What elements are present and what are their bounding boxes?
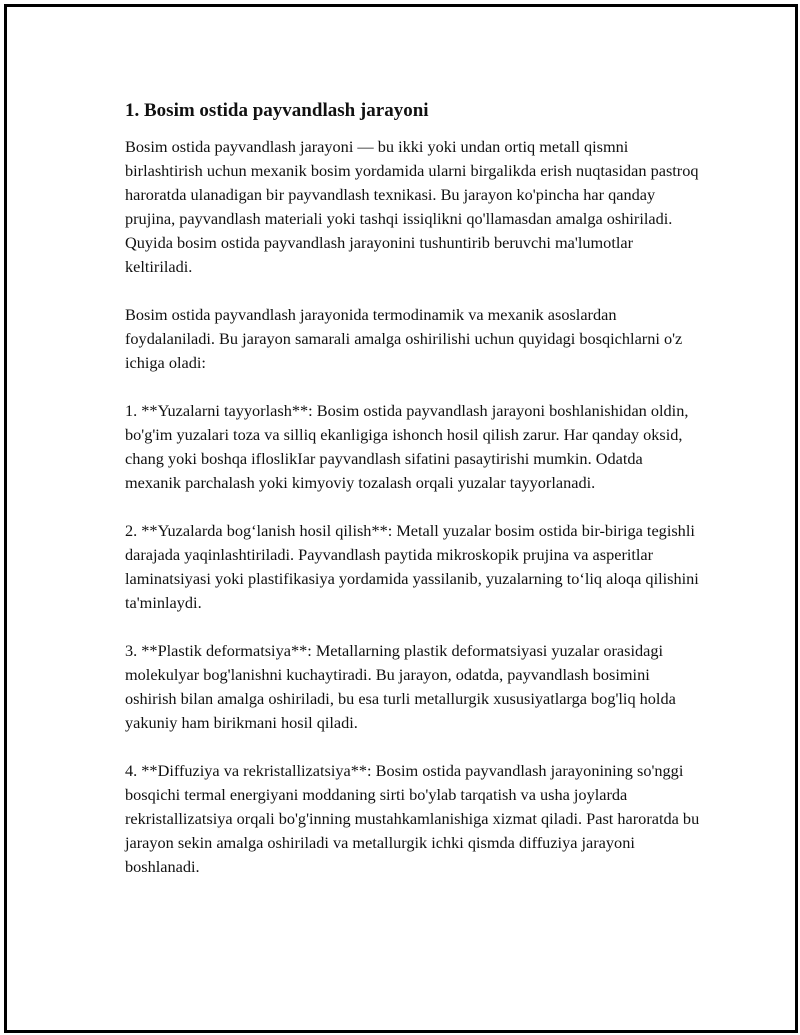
step-3-paragraph: 3. **Plastik deformatsiya**: Metallarning plastik deformatsiyasi yuzalar orasidagi molekulyar bog'lanishni kuchaytiradi. Bu jarayon, odatda, payvandlash bosimini oshirish bilan amalga oshiriladi, bu esa turli metallurgik xususiyatlarga bog'liq holda yakuniy ham birikmani hosil qiladi. xyxy=(125,641,676,732)
step-2-paragraph: 2. **Yuzalarda bog‘lanish hosil qilish**: Metall yuzalar bosim ostida bir-biriga tegishli darajada yaqinlashtiriladi. Payvandlash paytida mikroskopik prujina va asperitlar laminatsiyasi yoki plastifikasiya yordamida yassilanib, yuzalarning to‘liq aloqa qilishini ta'minlaydi. xyxy=(125,521,699,612)
document-body xyxy=(120,99,700,903)
intro-paragraph: Bosim ostida payvandlash jarayoni — bu ikki yoki undan ortiq metall qismni birlashtirish uchun mexanik bosim yordamida ularni birgalikda erish nuqtasidan pastroq haroratda ulanadigan bir payvandlash texnikasi. Bu jarayon ko'pincha har qanday prujina, payvandlash materiali yoki tashqi issiqlikni qo'llamasdan amalga oshiriladi. Quyida bosim ostida payvandlash jarayonini tushuntirib beruvchi ma'lumotlar keltiriladi. xyxy=(125,137,699,276)
step-4-paragraph: 4. **Diffuziya va rekristallizatsiya**: Bosim ostida payvandlash jarayonining so'nggi bosqichi termal energiyani moddaning sirti bo'ylab tarqatish va usha joylarda rekristallizatsiya orqali bo'g'inning mustahkamlanishiga xizmat qiladi. Past haroratda bu jarayon sekin amalga oshiriladi va metallurgik ichki qismda diffuziya jarayoni boshlanadi. xyxy=(125,761,700,876)
principles-paragraph: Bosim ostida payvandlash jarayonida termodinamik va mexanik asoslardan foydalaniladi. Bu jarayon samarali amalga oshirilishi uchun quyidagi bosqichlarni o'z ichiga oladi: xyxy=(125,305,683,372)
step-1-paragraph: 1. **Yuzalarni tayyorlash**: Bosim ostida payvandlash jarayoni boshlanishidan oldin, bo'g'im yuzalari toza va silliq ekanligiga ishonch hosil qilish zarur. Har qanday oksid, chang yoki boshqa ifloslikIar payvandlash sifatini pasaytirishi mumkin. Odatda mexanik parchalash yoki kimyoviy tozalash orqali yuzalar tayyorlanadi. xyxy=(125,401,689,492)
document-title: 1. Bosim ostida payvandlash jarayoni xyxy=(125,100,429,121)
page-frame xyxy=(4,4,798,1033)
